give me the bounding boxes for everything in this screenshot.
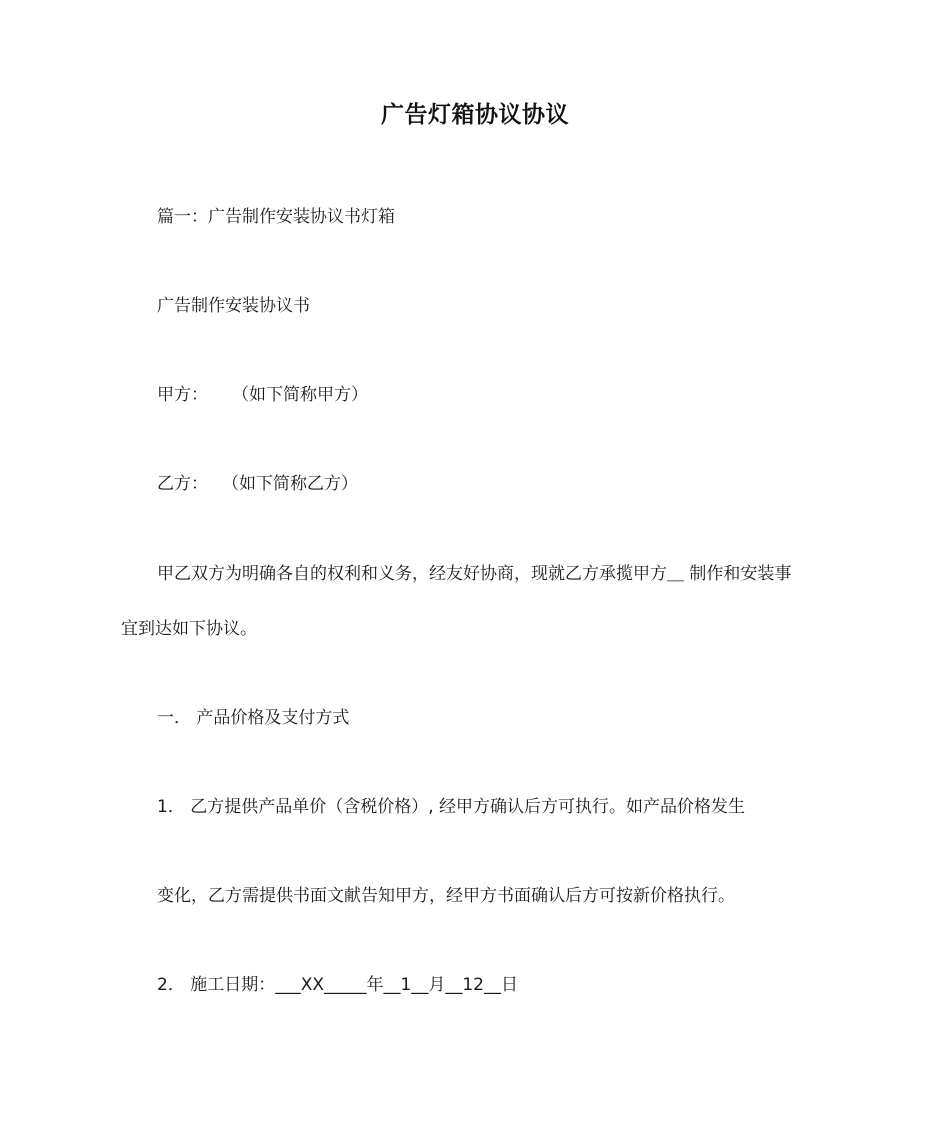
agreement-subtitle: 广告制作安装协议书 [157, 296, 310, 316]
clause-1-heading: 一． 产品价格及支付方式 [157, 708, 350, 728]
party-a-note: （如下简称甲方） [232, 385, 368, 405]
intro-paragraph-line2: 宜到达如下协议。 [121, 619, 257, 639]
intro-paragraph-line1: 甲乙双方为明确各自的权利和义务，经友好协商，现就乙方承揽甲方＿ 制作和安装事 [157, 564, 792, 584]
party-b-label: 乙方： [157, 474, 208, 494]
document-title: 广告灯箱协议协议 [381, 102, 569, 128]
item-2-construction-date: 2． 施工日期：___XX_____年__1__月__12__日 [157, 975, 518, 995]
item-1-line1: 1． 乙方提供产品单价（含税价格）, 经甲方确认后方可执行。如产品价格发生 [157, 797, 746, 817]
party-a-label: 甲方： [157, 385, 208, 405]
party-b-line [157, 472, 358, 496]
section-heading: 篇一：广告制作安装协议书灯箱 [157, 207, 395, 227]
party-a-line [157, 383, 368, 407]
item-1-line2: 变化，乙方需提供书面文献告知甲方，经甲方书面确认后方可按新价格执行。 [157, 886, 735, 906]
party-b-note: （如下简称乙方） [222, 474, 358, 494]
